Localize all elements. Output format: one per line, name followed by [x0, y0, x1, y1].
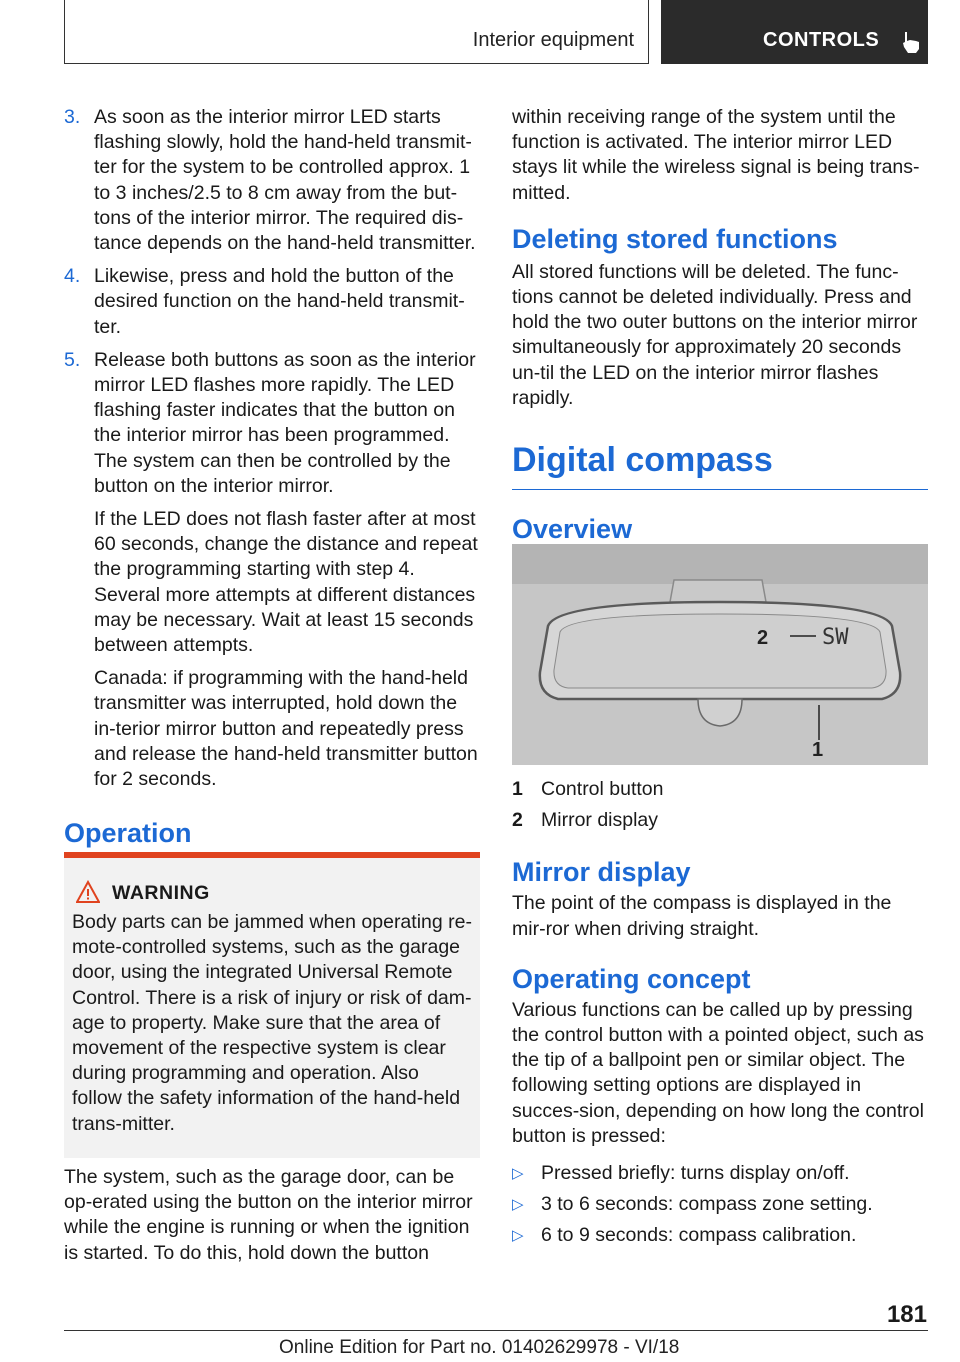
header-chapter-title: CONTROLS [763, 29, 880, 51]
warning-body: Body parts can be jammed when operating re-mote-controlled systems, such as the garage door, using the integrated Universal Remote Control. There is a risk of injury or risk of dam-age to property. Make sure that the area of movement of the respective system is clear during programming and operation. Also follow the safety information of the hand-held trans-mitter. [72, 911, 472, 1135]
compass-heading-rule [512, 489, 928, 490]
legend-item [512, 808, 928, 833]
right-column-bottom [512, 777, 928, 1255]
deleting-text: All stored functions will be deleted. The func-tions cannot be deleted individually. Press and hold the two outer buttons on the interior mirror simultaneously for approximately 20 seconds un-til the LED on the interior mirror flashes rapidly. [512, 260, 918, 409]
step-text: Release both buttons as soon as the interior mirror LED flashes more rapidly. The LED flashing faster indicates that the button on the interior mirror has been programmed. The system can then be controlled by the button on the interior mirror. [94, 348, 476, 497]
warning-triangle-icon [76, 880, 100, 904]
list-item [512, 1223, 928, 1248]
legend-number: 1 [512, 778, 523, 800]
mirror-image [512, 544, 928, 765]
warning-title: WARNING [112, 882, 210, 904]
warning-box [64, 852, 480, 1158]
legend-text: Mirror display [541, 809, 659, 832]
step-4 [64, 264, 480, 340]
header-section-box [64, 0, 649, 64]
step-3 [64, 105, 480, 256]
legend-text: Control button [541, 778, 664, 800]
step-number: 5. [64, 348, 81, 371]
compass-heading: Digital compass [512, 441, 773, 480]
left-column [64, 105, 480, 850]
mirror-display-text: SW [822, 625, 849, 650]
step-5 [64, 348, 480, 792]
deleting-heading: Deleting stored functions [512, 223, 838, 254]
operating-concept-heading: Operating concept [512, 963, 751, 994]
pointing-hand-icon [901, 30, 923, 54]
legend-item [512, 777, 928, 802]
header-section-title: Interior equipment [472, 29, 634, 51]
triangle-bullet-icon: ▷ [512, 1227, 524, 1245]
footer-divider [64, 1330, 928, 1331]
triangle-bullet-icon: ▷ [512, 1165, 524, 1183]
right-column-top [512, 105, 928, 546]
operating-concept-text: Various functions can be called up by pressing the control button with a pointed object, such as the tip of a ballpoint pen or similar object. The following setting options are displayed in succes-sion, depending on how long the control button is pressed: [512, 998, 924, 1147]
step-note: Canada: if programming with the hand-held transmitter was interrupted, hold down the in-terior mirror button and repeatedly press and release the hand-held transmitter button for 2 seconds. [94, 667, 478, 791]
step-number: 3. [64, 106, 81, 128]
header-chapter-tab[interactable] [661, 0, 928, 64]
list-item-text: 6 to 9 seconds: compass calibration. [541, 1224, 857, 1247]
operation-text-block [64, 1165, 480, 1266]
continued-text: within receiving range of the system until the function is activated. The interior mirror LED stays lit while the wireless signal is being trans-mitted. [512, 106, 920, 204]
overview-heading: Overview [512, 514, 633, 545]
list-item [512, 1161, 928, 1186]
footer-edition: Online Edition for Part no. 01402629978 - VI/18 [279, 1337, 680, 1358]
page-number: 181 [886, 1301, 927, 1328]
mirror-label-2: 2 [757, 627, 769, 649]
operation-text: The system, such as the garage door, can be op-erated using the button on the interior mirror while the engine is running or when the ignition is started. To do this, hold down the button [64, 1166, 473, 1264]
list-item-text: Pressed briefly: turns display on/off. [541, 1162, 850, 1185]
mirror-display-text: The point of the compass is displayed in the mir-ror when driving straight. [512, 892, 892, 940]
step-text: As soon as the interior mirror LED starts flashing slowly, hold the hand-held transmit-ter for the system to be controlled approx. 1 to 3 inches/2.5 to 8 cm away from the but-tons of the interior mirror. The required dis-tance depends on the hand-held transmitter. [94, 106, 476, 255]
mirror-label-1: 1 [812, 739, 824, 761]
triangle-bullet-icon: ▷ [512, 1196, 524, 1214]
bullet-list [512, 1161, 928, 1249]
step-number: 4. [64, 265, 81, 288]
step-note: If the LED does not flash faster after at most 60 seconds, change the distance and repeat the programming starting with step 4. Several more attempts at different distances may be necessary. Wait at least 15 seconds between attempts. [94, 508, 478, 657]
list-item-text: 3 to 6 seconds: compass zone setting. [541, 1193, 873, 1216]
step-text: Likewise, press and hold the button of the desired function on the hand-held transmit-ter. [94, 265, 465, 338]
list-item [512, 1192, 928, 1217]
mirror-display-heading: Mirror display [512, 857, 691, 888]
operation-heading: Operation [64, 818, 192, 849]
legend-number: 2 [512, 809, 523, 832]
